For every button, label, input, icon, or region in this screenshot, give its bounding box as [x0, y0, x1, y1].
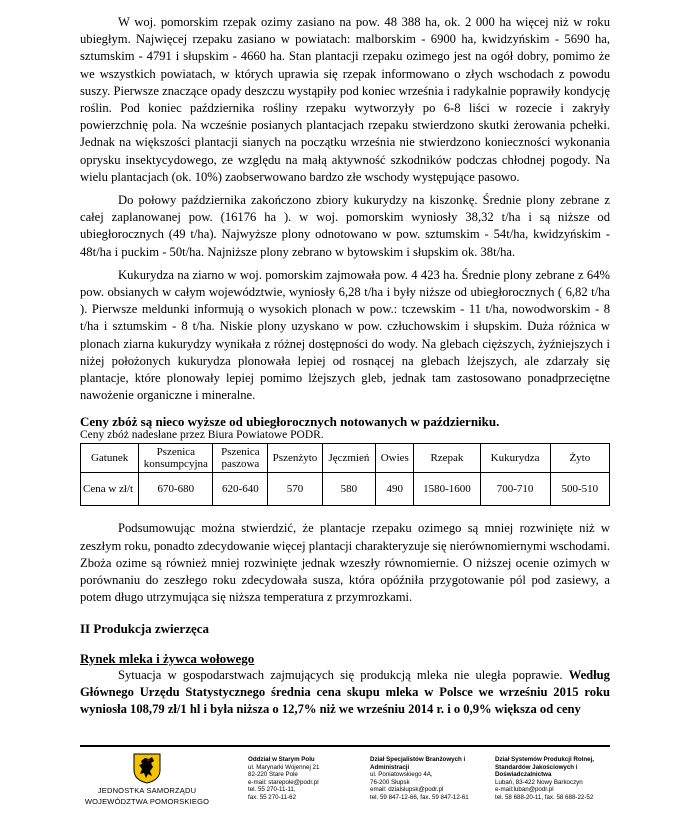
document-body — [80, 14, 610, 719]
section-heading: II Produkcja zwierzęca — [80, 621, 210, 637]
table-row — [81, 473, 610, 506]
header-kukurydza: Kukurydza — [480, 444, 550, 473]
header-gatunek: Gatunek — [81, 444, 139, 473]
footer-divider — [80, 745, 610, 747]
logo-text-line1: JEDNOSTKA SAMORZĄDU — [97, 786, 197, 795]
row-label-price: Cena w zł/t — [81, 473, 139, 506]
subsection-heading: Rynek mleka i żywca wołowego — [80, 650, 255, 666]
milk-text-normal: Sytuacja w gospodarstwach zajmujących się produkcją mleka nie uległa poprawie. — [118, 667, 563, 682]
footer-address-line: ul. Poniatowskiego 4A, — [370, 771, 433, 779]
header-owies: Owies — [376, 444, 414, 473]
price-cell: 1580-1600 — [414, 473, 480, 506]
footer-phone: tel. 59 847-12-66, fax. 59 847-12-61 — [370, 793, 469, 801]
footer-address-line: 76-200 Słupsk — [370, 778, 410, 786]
price-cell: 580 — [322, 473, 376, 506]
footer-office-stare-pole — [248, 756, 353, 802]
footer-logo — [72, 752, 222, 806]
footer-fax: fax. 55 270-11-62 — [248, 793, 297, 801]
paragraph-grain-maize: Kukurydza na ziarno w woj. pomorskim zajmowała pow. 4 423 ha. Średnie plony zebrane z 64% pow. obsianych w całym województwie, wyniosły 6,28 t/ha i były niższe od ubiegłorocznych ( 6,82 t/ha ). Pierwsze meldunki informują o wysokich plonach w pow.: tczewskim - 11 t/ha, nowodworskim - 8 t/ha i sztumskim - 8 t/ha. Niskie plony uzyskano w pow. człuchowskim i słupskim. Duża różnica w plonach ziarna kukurydzy wynikała z różnej dostępności do wody. Na glebach cięższych, żyźniejszych i niżej położonych kukurydza plonowała lepiej od rosnącej na glebach lżejszych, ale zdarzały się plantacje, które plonowały lepiej pomimo lżejszych gleb, jednak tam zastosowano ponadprzeciętne nawożenie organiczne i mineralne. — [80, 267, 610, 403]
footer-office-title: Dział Systemów Produkcji Rolnej, Standardów Jakościowych i Doświadczalnictwa — [495, 756, 595, 779]
header-jeczmien: Jęczmień — [322, 444, 376, 473]
coat-of-arms-icon — [132, 752, 162, 784]
paragraph-rapeseed: W woj. pomorskim rzepak ozimy zasiano na pow. 48 388 ha, ok. 2 000 ha więcej niż w roku ubiegłym. Najwięcej rzepaku zasiano w powiatach: malborskim - 6900 ha, kwidzyńskim - 5690 ha, sztumskim - 4791 i słupskim - 4660 ha. Stan plantacji rzepaku ozimego jest na ogół dobry, pomimo że we wszystkich powiatach, w których uprawia się rzepak informowano o złych wschodach z powodu suszy. Pierwsze znaczące opady deszczu wystąpiły pod koniec września i radykalnie poprawiły kondycję roślin. Pod koniec października rośliny rzepaku wytworzyły po 6-8 liści w rozecie i zakryły powierzchnię pola. Na wcześnie posianych plantacjach rzepaku stwierdzono skutki żerowania pchełki. Jednak na większości plantacji sianych na początku września nie stwierdzono konieczności wykonania oprysku insektycydowego, ze względu na małą aktywność szkodników podczas chłodnej pogody. Na wielu plantacjach (ok. 10%) zaobserwowano bardzo złe wschody występujące pasowo. — [80, 15, 610, 184]
footer-office-title: Dział Specjalistów Branżowych i Administracji — [370, 756, 466, 771]
price-cell: 500-510 — [550, 473, 609, 506]
logo-text-line2: WOJEWÓDZTWA POMORSKIEGO — [84, 797, 210, 806]
footer-address-line: ul. Marynarki Wojennej 21 — [248, 763, 320, 771]
header-pszenzyto: Pszenżyto — [268, 444, 322, 473]
footer-address-line: 82-220 Stare Pole — [248, 771, 298, 779]
footer-email: email: dzialslupsk@podr.pl — [370, 786, 444, 794]
footer-office-title: Oddział w Starym Polu — [248, 756, 315, 763]
price-cell: 700-710 — [480, 473, 550, 506]
header-rzepak: Rzepak — [414, 444, 480, 473]
price-cell: 670-680 — [139, 473, 213, 506]
footer-phone: tel. 58 688-20-11, fax. 58 688-22-52 — [495, 793, 594, 801]
paragraph-silage-maize: Do połowy października zakończono zbiory kukurydzy na kiszonkę. Średnie plony zebrane z całej zaplanowanej pow. (16176 ha ). w woj. pomorskim wyniosły 38,32 t/ha i są niższe od ubiegłorocznych (49 t/ha). Najwyższe plony odnotowano w pow. sztumskim - 54t/ha, kwidzyńskim - 48t/ha i puckim - 50t/ha. Najniższe plony zebrano w bytowskim i słupskim ok. 38t/ha. — [80, 193, 610, 259]
footer-phone: tel. 55 270-11-11, — [248, 786, 296, 794]
milk-text-bold: Według Głównego Urzędu Statystycznego średnia cena skupu mleka w Polsce we wrześniu 2015 roku wyniosła 108,79 zł/1 hl i była niższa o 12,7% niż we wrześniu 2014 r. i o 0,9% większa od ceny — [80, 667, 610, 717]
footer-office-slupsk — [370, 756, 478, 802]
header-zyto: Żyto — [550, 444, 609, 473]
header-pszenica-konsumpcyjna: Pszenica konsumpcyjna — [139, 444, 213, 473]
footer-office-luban — [495, 756, 613, 802]
price-table-title: Ceny zbóż są nieco wyższe od ubiegłorocznych notowanych w październiku. — [80, 414, 500, 430]
paragraph-milk-market — [80, 667, 610, 719]
grain-price-table — [80, 443, 610, 506]
price-cell: 490 — [376, 473, 414, 506]
price-cell: 570 — [268, 473, 322, 506]
header-pszenica-paszowa: Pszenica paszowa — [213, 444, 268, 473]
footer-email: e-mail:luban@podr.pl — [495, 786, 554, 794]
table-header-row — [81, 444, 610, 473]
footer-email: e-mail: starepole@podr.pl — [248, 778, 319, 786]
paragraph-summary: Podsumowując można stwierdzić, że plantacje rzepaku ozimego są mniej rozwinięte niż w zeszłym roku, ponadto zdecydowanie więcej plantacji charakteryzuje się nierównomiernymi wschodami. Zboża ozime są również mniej rozwinięte jednak wzeszły równomiernie. O niższej ocenie ozimych w porównaniu do zeszłego roku zdecydowała susza, która opóźniła przygotowanie pól pod zasiewy, a potem długo utrzymująca się niższa temperatura z przymrozkami. — [80, 521, 610, 605]
price-cell: 620-640 — [213, 473, 268, 506]
price-table-subtitle: Ceny zbóż nadesłane przez Biura Powiatowe PODR. — [80, 429, 324, 442]
footer-address-line: Lubań, 83-422 Nowy Barkoczyn — [495, 778, 583, 786]
